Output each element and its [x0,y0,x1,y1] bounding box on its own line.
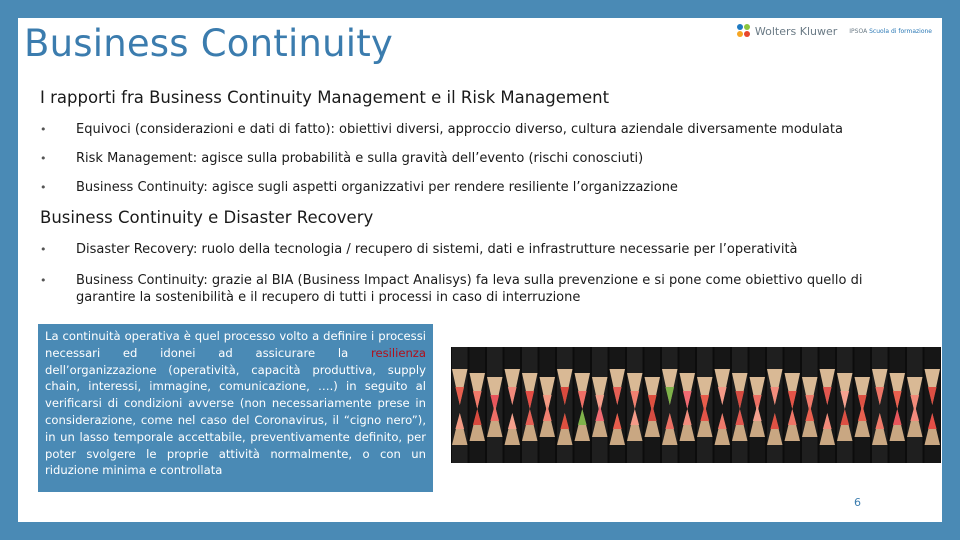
pencil-body [557,347,573,463]
sub-brand-name: IPSOA [849,27,868,35]
bullet-icon: • [40,274,47,287]
slide-title: Business Continuity [24,22,394,65]
wolters-kluwer-logo-icon [737,24,751,38]
pencil-body [767,347,783,463]
pencil-body [452,347,468,463]
callout-highlight: resilienza [370,345,426,360]
bullet-text: Risk Management: agisce sulla probabilità e sulla gravità dell’evento (rischi conosciuti) [76,151,644,166]
section2-heading: Business Continuity e Disaster Recovery [40,208,374,227]
callout-text-end: dell’organizzazione (operatività, capacità produttiva, supply chain, interessi, immagine, comunicazione, ….) in seguito al verificarsi di condizioni avverse (non necessariamente prese in considerazione, come nel caso del Coronavirus, il “cigno nero”), in un lasso temporale accettabile, preventivamente definito, per poter svolgere le proprie attività normalmente, o con un riduzione minima e controllata [45,362,426,478]
callout-text-start: La continuità operativa è quel processo volto a definire i processi necessari ed idonei ad assicurare la [45,329,426,360]
bullet-icon: • [40,243,47,256]
pencil-body [505,347,521,463]
bullet-text: Equivoci (considerazioni e dati di fatto): obiettivi diversi, approccio diverso, cultura aziendale diversamente modulata [76,122,843,137]
pencil-body [872,347,888,463]
bullet-icon: • [40,181,47,194]
definition-callout [38,324,433,492]
brand-name: Wolters Kluwer [754,24,838,38]
bullet-text: Business Continuity: agisce sugli aspetti organizzativi per rendere resiliente l’organizzazione [76,180,678,195]
sub-brand-tagline: Scuola di formazione [869,27,932,35]
sub-brand [849,28,932,35]
bullet-text: Business Continuity: grazie al BIA (Business Impact Analisys) fa leva sulla prevenzione e si pone come obiettivo quello di garantire la sostenibilità e il recupero di tutti i processi in caso di interruzione [76,273,863,305]
bullet-icon: • [40,152,47,165]
pencil-body [925,347,941,463]
brand-logo [737,24,932,38]
pencil-body [610,347,626,463]
pencil-body [662,347,678,463]
section1-heading: I rapporti fra Business Continuity Management e il Risk Management [40,88,610,107]
bullet-text: Disaster Recovery: ruolo della tecnologia / recupero di sistemi, dati e infrastrutture necessarie per l’operatività [76,242,798,257]
colored-pencils-image [451,347,941,463]
slide [18,18,942,522]
pencil-body [820,347,836,463]
page-number: 6 [854,496,861,509]
colored-pencils-photo [451,347,941,463]
pencil-body [715,347,731,463]
bullet-icon: • [40,123,47,136]
